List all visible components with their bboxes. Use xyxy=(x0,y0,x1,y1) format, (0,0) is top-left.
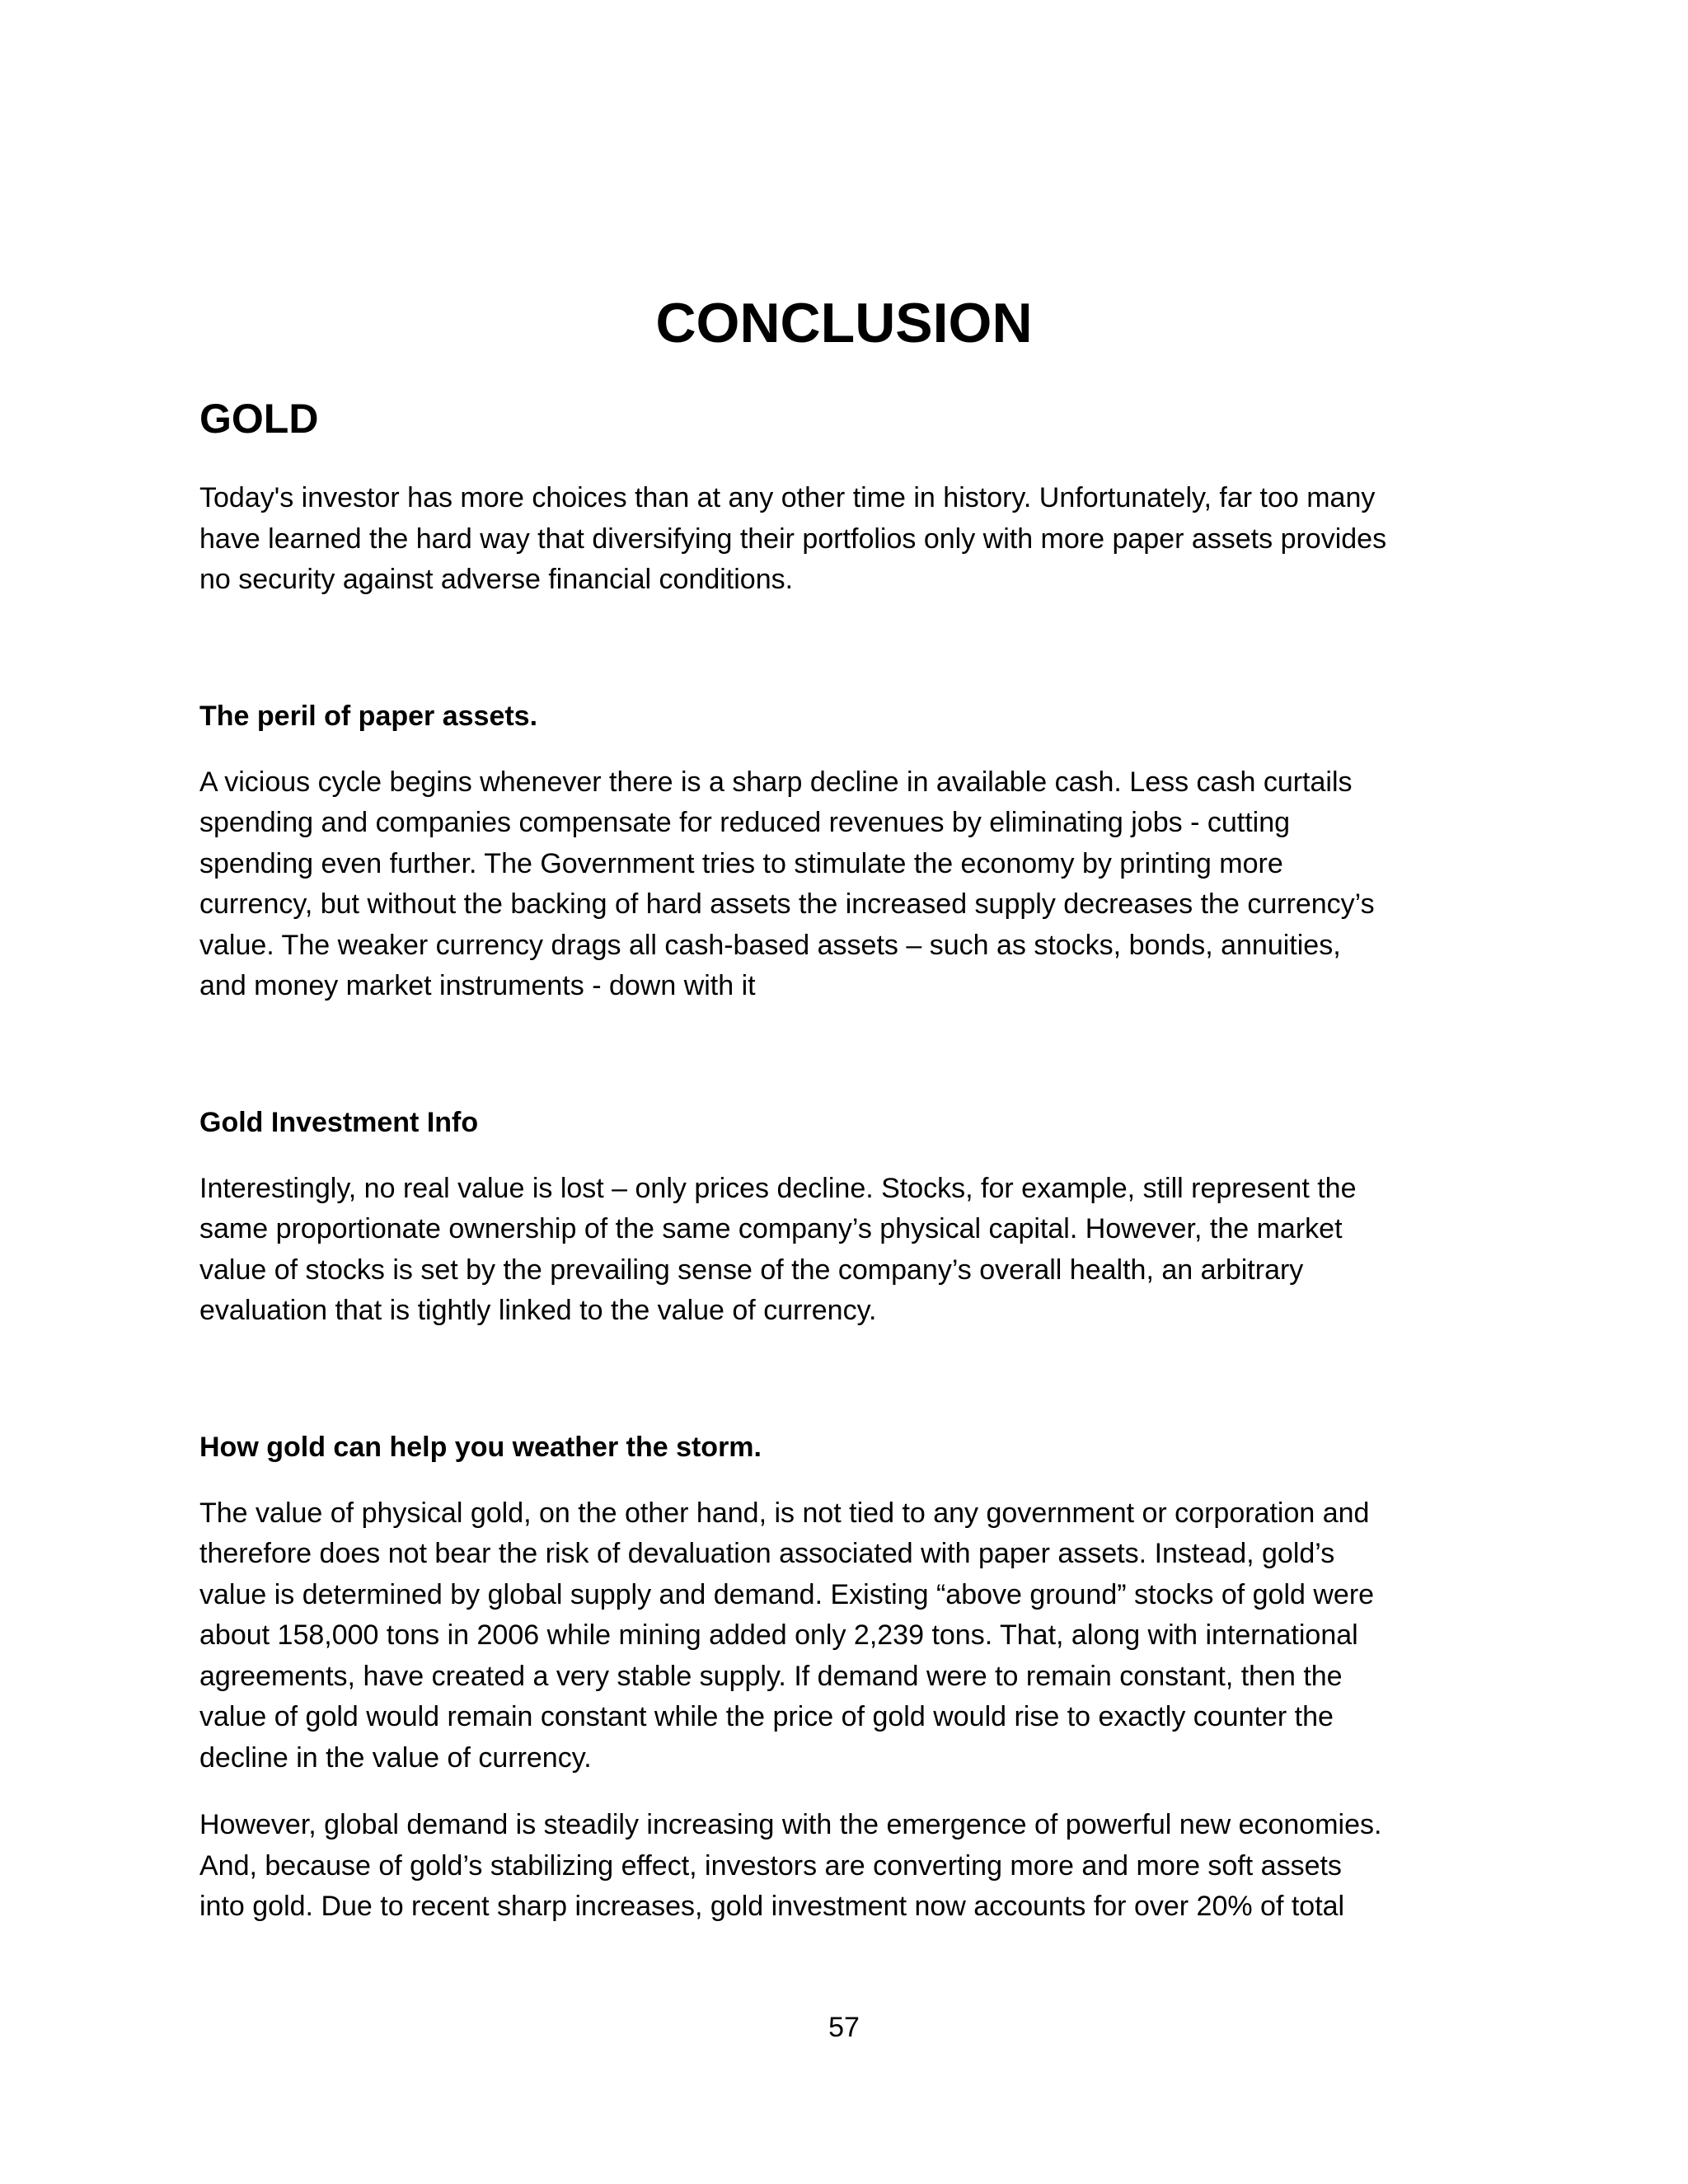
page-title: CONCLUSION xyxy=(655,292,1033,354)
page-content xyxy=(199,394,1502,1928)
subheading-gold-investment-info: Gold Investment Info xyxy=(199,1106,479,1138)
paragraph-peril-of-paper-assets: A vicious cycle begins whenever there is a sharp decline in available cash. Less cash curtails spending and companies compensate for reduced revenues by eliminating jobs - cutting spending even further. The Government tries to stimulate the economy by printing more currency, but without the backing of hard assets the increased supply decreases the currency’s value. The weaker currency drags all cash-based assets – such as stocks, bonds, annuities, and money market instruments - down with it xyxy=(199,766,1375,1001)
subheading-weather-the-storm: How gold can help you weather the storm. xyxy=(199,1431,762,1463)
section-heading-gold: GOLD xyxy=(199,396,319,442)
section-spacer xyxy=(199,601,1502,696)
section-spacer xyxy=(199,1332,1502,1427)
intro-paragraph: Today's investor has more choices than at any other time in history. Unfortunately, far too many have learned the hard way that diversifying their portfolios only with more paper assets provides no security against adverse financial conditions. xyxy=(199,482,1387,595)
page-number: 57 xyxy=(828,2012,860,2043)
subheading-peril-of-paper-assets: The peril of paper assets. xyxy=(199,700,538,732)
paragraph-gold-investment-info: Interestingly, no real value is lost – only prices decline. Stocks, for example, still represent the same proportionate ownership of the same company’s physical capital. However, the market value of stocks is set by the prevailing sense of the company’s overall health, an arbitrary evaluation that is tightly linked to the value of currency. xyxy=(199,1172,1357,1326)
paragraph-weather-the-storm-2: However, global demand is steadily increasing with the emergence of powerful new economies. And, because of gold’s stabilizing effect, investors are converting more and more soft assets into gold. Due to recent sharp increases, gold investment now accounts for over 20% of total xyxy=(199,1809,1382,1922)
paragraph-weather-the-storm-1: The value of physical gold, on the other hand, is not tied to any government or corporation and therefore does not bear the risk of devaluation associated with paper assets. Instead, gold’s value is determined by global supply and demand. Existing “above ground” stocks of gold were about 158,000 tons in 2006 while mining added only 2,239 tons. That, along with international agreements, have created a very stable supply. If demand were to remain constant, then the value of gold would remain constant while the price of gold would rise to exactly counter the decline in the value of currency. xyxy=(199,1497,1375,1774)
section-spacer xyxy=(199,1007,1502,1103)
